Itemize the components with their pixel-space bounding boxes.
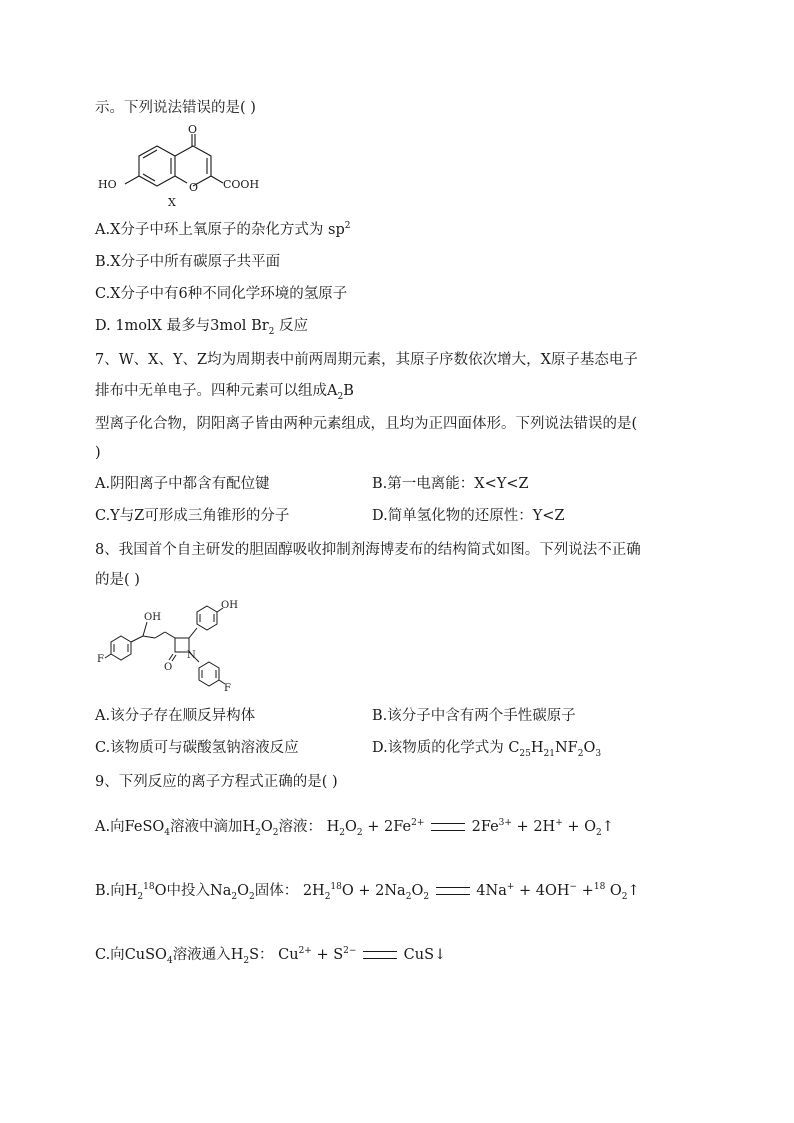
q6-option-d: D. 1molX 最多与3mol $Br_2$ 反应: [95, 318, 308, 337]
q6-struct-ho: HO: [98, 178, 117, 191]
q9-option-c: C.向CuSO$_4$溶液通入$H_2S$： $Cu^{2+} + S^{2-}$ CuS↓: [95, 944, 446, 966]
q9-option-a: A.向FeSO$_4$溶液中滴加$H_2O_2$溶液： $H_2O_2 + 2Fe^{2+}$ $2Fe^{3+} + 2H^+$ + $O_2↑$: [95, 816, 614, 838]
q6-option-a: A.X分子中环上氧原子的杂化方式为 $sp^2$: [95, 221, 351, 238]
equals-sign-icon: [363, 951, 397, 959]
q9-option-b: B.向$H_2^{18}O$中投入$Na_2O_2$固体： $2H_2^{18}O + 2Na_2O_2$ 4Na+ + 4OH− +$^{18}$ $O_2↑$: [95, 880, 640, 902]
q6-structure-x: [95, 124, 265, 214]
q8-struct-f-bottom: F: [224, 683, 231, 694]
q6-stem: 示。下列说法错误的是( ): [95, 100, 256, 116]
q8-struct-n: N: [187, 650, 196, 661]
q6-option-c: C.X分子中有6种不同化学环境的氢原子: [95, 286, 348, 302]
gas-arrow-icon: ↑: [601, 819, 614, 835]
q8-option-b: B.该分子中含有两个手性碳原子: [372, 708, 576, 724]
q8-struct-oh-enol: OH: [144, 612, 161, 623]
q6-struct-o-top: O: [188, 124, 198, 136]
q8-struct-f-left: F: [97, 654, 104, 665]
q8-option-d: D.该物质的化学式为 $C_{25}H_{21}NF_2O_3$: [372, 740, 602, 759]
q7-stem-line3: 型离子化合物，阴阳离子皆由两种元素组成，且均为正四面体形。下列说法错误的是(: [95, 416, 638, 432]
q9-stem: 9、下列反应的离子方程式正确的是( ): [95, 774, 338, 790]
q7-option-c: C.Y与Z可形成三角锥形的分子: [95, 508, 290, 524]
q6-struct-o-ring: O: [189, 181, 199, 194]
q7-option-a: A.阴阳离子中都含有配位键: [95, 476, 270, 492]
q8-stem-line1: 8、我国首个自主研发的胆固醇吸收抑制剂海博麦布的结构简式如图。下列说法不正确: [95, 542, 641, 558]
q7-stem-line1: 7、W、X、Y、Z均为周期表中前两周期元素，其原子序数依次增大，X原子基态电子: [95, 352, 638, 368]
q8-stem-line2: 的是( ): [95, 572, 140, 588]
q6-option-b: B.X分子中所有碳原子共平面: [95, 254, 281, 270]
q7-option-d: D.简单氢化物的还原性：Y<Z: [372, 508, 565, 524]
q7-option-b: B.第一电离能：X<Y<Z: [372, 476, 529, 492]
q8-option-c: C.该物质可与碳酸氢钠溶液反应: [95, 740, 299, 756]
gas-arrow-icon: ↑: [627, 883, 640, 899]
equals-sign-icon: [436, 887, 470, 895]
q8-struct-o: O: [164, 662, 173, 673]
q8-structure: [95, 596, 265, 702]
equals-sign-icon: [431, 823, 465, 831]
q8-option-a: A.该分子存在顺反异构体: [95, 708, 256, 724]
q7-stem-line2: 排布中无单电子。四种元素可以组成$A_2B$: [95, 383, 354, 402]
q8-struct-oh-phenol: OH: [221, 600, 238, 611]
q6-struct-cooh: COOH: [223, 178, 260, 191]
q6-struct-name: X: [168, 196, 176, 209]
precipitate-arrow-icon: ↓: [434, 947, 447, 963]
q7-stem-line4: ): [95, 445, 101, 461]
